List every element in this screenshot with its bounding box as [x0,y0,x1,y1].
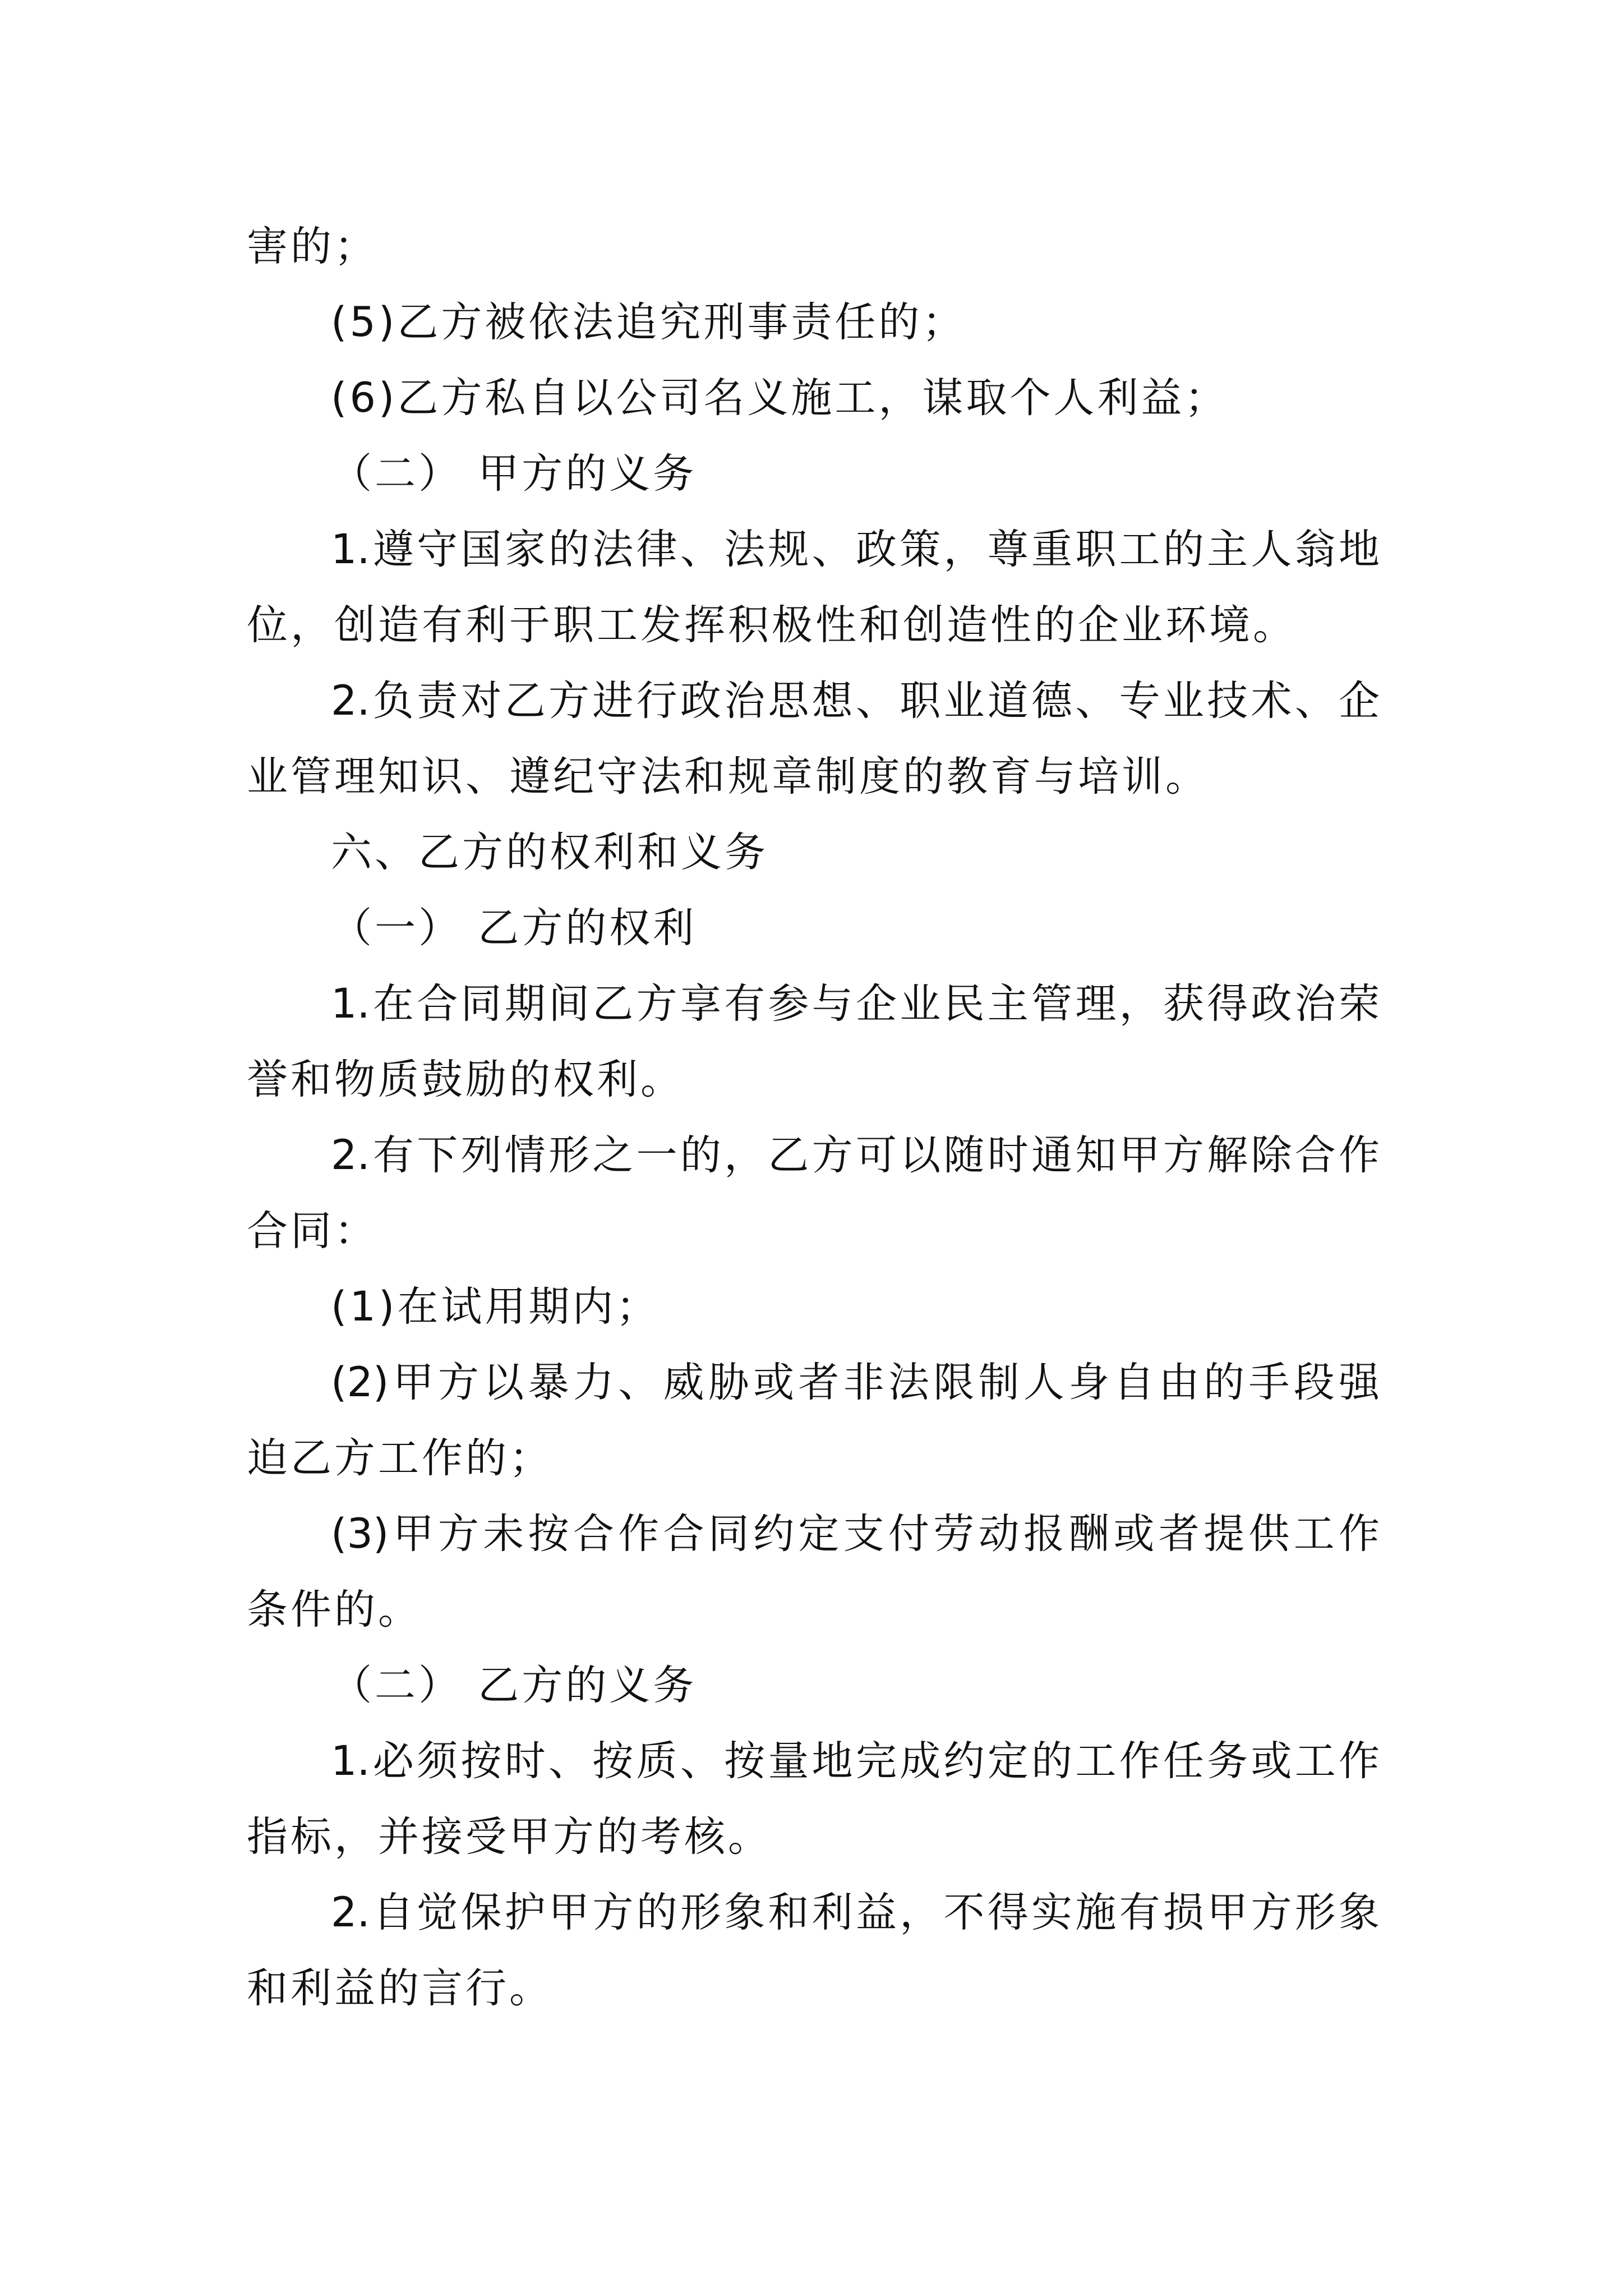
text-line: 害的； [247,223,378,270]
text-line: 迫乙方工作的； [247,1434,553,1482]
text-line: 条件的。 [247,1586,422,1634]
text-line: (5)乙方被依法追究刑事责任的； [331,298,966,346]
text-line: 指标，并接受甲方的考核。 [247,1813,772,1861]
text-line: (6)乙方私自以公司名义施工，谋取个人利益； [331,374,1229,422]
text-line: 2.自觉保护甲方的形象和利益，不得实施有损甲方形象 [331,1889,1380,1936]
text-line: 和利益的言行。 [247,1964,553,2012]
text-line: (2)甲方以暴力、威胁或者非法限制人身自由的手段强 [331,1359,1380,1406]
text-line: (1)在试用期内； [331,1283,660,1331]
text-line: (3)甲方未按合作合同约定支付劳动报酬或者提供工作 [331,1510,1380,1558]
text-line: 合同： [247,1207,378,1255]
section-heading: （一） 乙方的权利 [331,904,697,952]
section-heading: （二） 乙方的义务 [331,1662,697,1709]
text-line: 誉和物质鼓励的权利。 [247,1056,684,1103]
text-line: 业管理知识、遵纪守法和规章制度的教育与培训。 [247,753,1209,800]
section-heading: （二） 甲方的义务 [331,450,697,498]
text-line: 2.负责对乙方进行政治思想、职业道德、专业技术、企 [331,677,1380,725]
text-line: 1.必须按时、按质、按量地完成约定的工作任务或工作 [331,1737,1380,1785]
text-line: 2.有下列情形之一的，乙方可以随时通知甲方解除合作 [331,1131,1380,1179]
text-line: 1.在合同期间乙方享有参与企业民主管理，获得政治荣 [331,980,1380,1028]
section-heading: 六、乙方的权利和义务 [331,829,768,876]
text-line: 1.遵守国家的法律、法规、政策，尊重职工的主人翁地 [331,526,1380,573]
text-line: 位，创造有利于职工发挥积极性和创造性的企业环境。 [247,601,1297,649]
